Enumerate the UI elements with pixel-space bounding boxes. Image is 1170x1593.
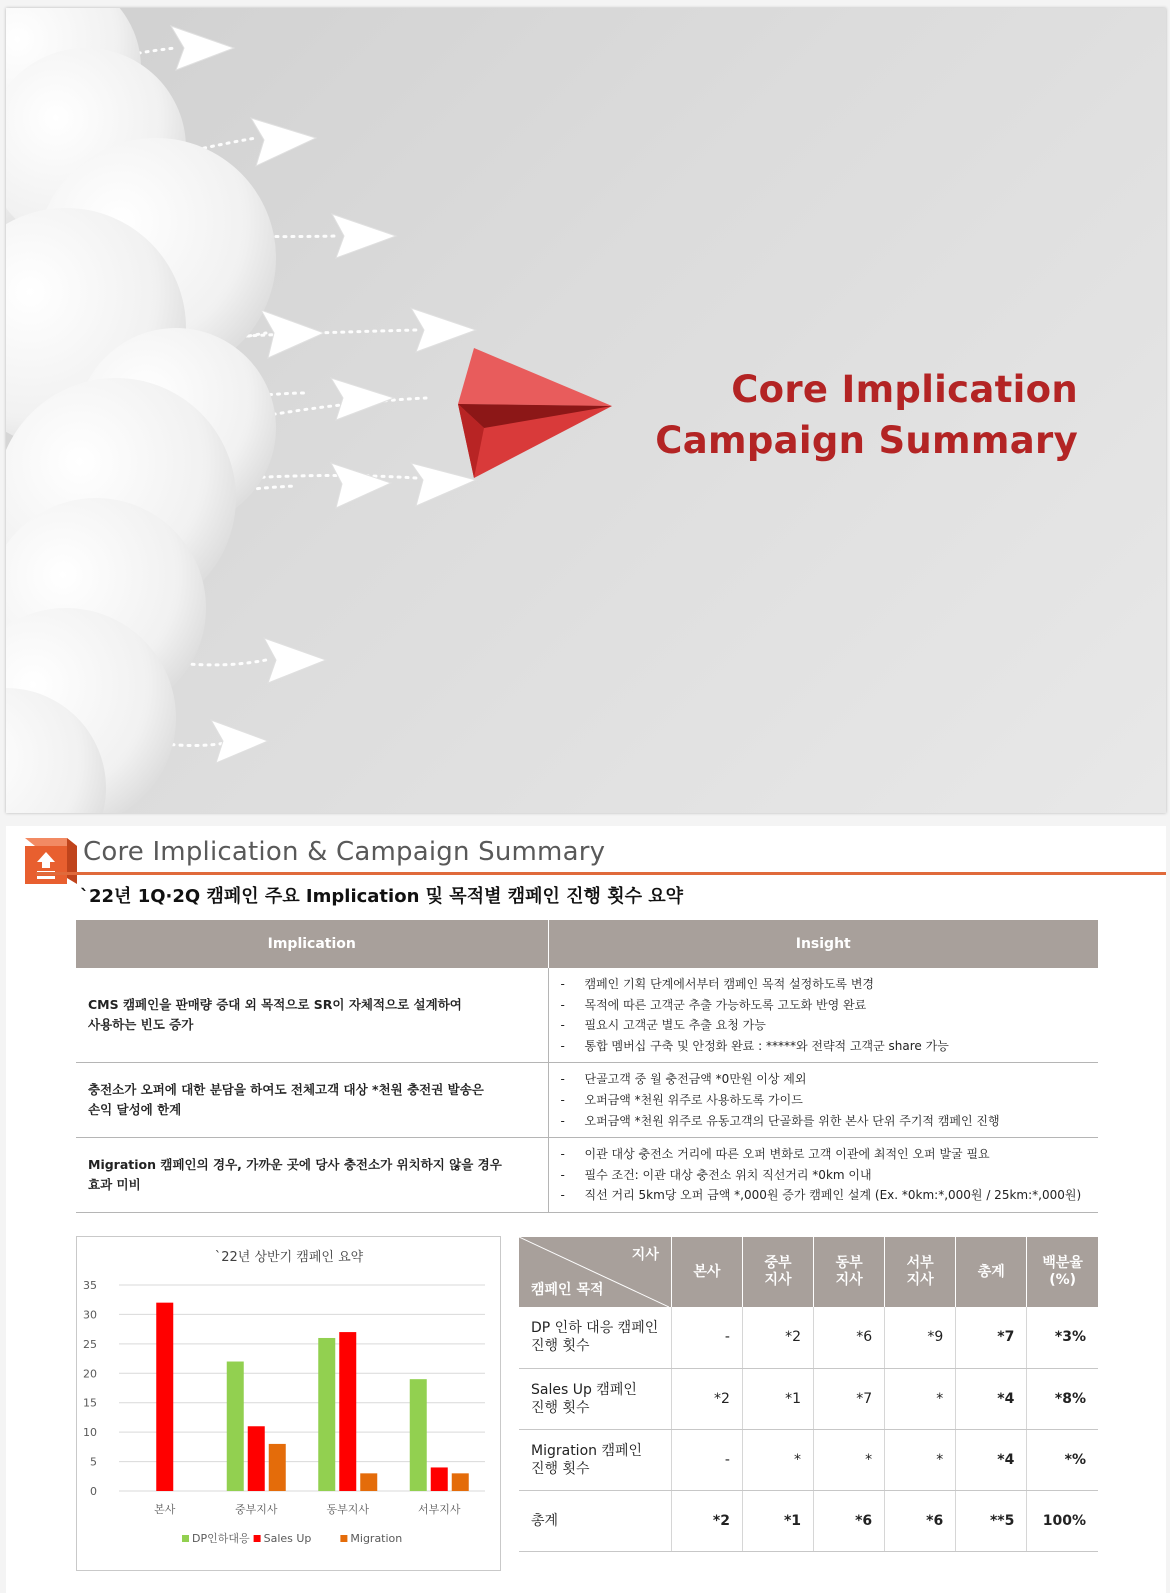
y-tick-label: 10 (83, 1426, 97, 1440)
y-tick-label: 30 (83, 1308, 97, 1322)
corner-header (519, 1237, 671, 1307)
table-cell: *4 (956, 1368, 1027, 1429)
col-implication: Implication (76, 920, 548, 968)
y-tick-label: 15 (83, 1396, 97, 1410)
insight-item: - 필요시 고객군 별도 추출 요청 가능 (560, 1018, 766, 1033)
col-header: 백분율 (%) (1027, 1237, 1098, 1307)
row-label: DP 인하 대응 캠페인 진행 횟수 (519, 1307, 671, 1368)
table-cell: *2 (671, 1490, 742, 1551)
legend-label: DP인하대응 (192, 1532, 250, 1545)
bar-migration (269, 1444, 286, 1491)
insight-item: - 필수 조건: 이관 대상 충전소 위치 직선거리 *0km 이내 (560, 1167, 872, 1182)
slide-title: Core Implication & Campaign Summary (83, 837, 606, 867)
x-tick-label: 서부지사 (417, 1503, 461, 1516)
table-cell: - (671, 1429, 742, 1490)
implication-text: 사용하는 빈도 증가 (88, 1017, 194, 1033)
row-label: Migration 캠페인 진행 횟수 (519, 1429, 671, 1490)
table-cell: *6 (885, 1490, 956, 1551)
legend-swatch (182, 1535, 189, 1542)
y-tick-label: 25 (83, 1337, 97, 1351)
campaign-summary-table (519, 1237, 1098, 1552)
insight-item: - 직선 거리 5km당 오퍼 금액 *,000원 증가 캠페인 설계 (Ex. *0km:*,000원 / 25km:*,000원) (560, 1188, 1082, 1203)
bar-migration (360, 1473, 377, 1491)
col-header: 총계 (956, 1237, 1027, 1307)
insight-item: - 오퍼금액 *천원 위주로 사용하도록 가이드 (560, 1092, 803, 1107)
cover-title (655, 364, 1078, 466)
col-header: 동부 지사 (814, 1237, 885, 1307)
insight-cell (548, 968, 1098, 1063)
table-row (76, 968, 1098, 1063)
col-header: 중부 지사 (742, 1237, 813, 1307)
row-label: 총계 (519, 1490, 671, 1551)
col-header: 본사 (671, 1237, 742, 1307)
x-tick-label: 본사 (154, 1503, 176, 1516)
bar-dp인하대응 (410, 1379, 427, 1491)
row-label: Sales Up 캠페인 진행 횟수 (519, 1368, 671, 1429)
table-row (519, 1490, 1098, 1551)
col-insight: Insight (548, 920, 1098, 968)
insight-cell (548, 1138, 1098, 1213)
corner-bottom-label: 캠페인 목적 (531, 1282, 604, 1298)
table-cell: *2 (671, 1368, 742, 1429)
bar-sales-up (248, 1426, 265, 1491)
table-cell: *8% (1027, 1368, 1098, 1429)
chart-canvas (77, 1237, 502, 1572)
bar-sales-up (339, 1332, 356, 1491)
table-cell: *9 (885, 1307, 956, 1368)
slide-subtitle: `22년 1Q·2Q 캠페인 주요 Implication 및 목적별 캠페인 진행 횟수 요약 (80, 886, 684, 907)
table-cell: *4 (956, 1429, 1027, 1490)
cover-title-line2: Campaign Summary (655, 419, 1078, 462)
table-cell: - (671, 1307, 742, 1368)
legend-label: Migration (350, 1532, 403, 1545)
implication-cell (76, 968, 548, 1063)
implication-table (76, 920, 1098, 1213)
table-row (76, 1063, 1098, 1138)
implication-text: CMS 캠페인을 판매량 증대 외 목적으로 SR이 자체적으로 설계하여 (88, 997, 462, 1013)
cover-slide (6, 8, 1166, 813)
x-tick-label: 중부지사 (234, 1503, 278, 1516)
table-cell: *2 (742, 1307, 813, 1368)
bar-dp인하대응 (318, 1338, 335, 1491)
insight-item: - 오퍼금액 *천원 위주로 유동고객의 단골화를 위한 본사 단위 주기적 캠페인 진행 (560, 1113, 1000, 1128)
corner-top-label: 지사 (631, 1247, 659, 1263)
table-row (76, 1138, 1098, 1213)
legend-swatch (254, 1535, 261, 1542)
y-tick-label: 0 (90, 1485, 97, 1498)
insight-item: - 목적에 따른 고객군 추출 가능하도록 고도화 반영 완료 (560, 997, 867, 1012)
y-tick-label: 35 (83, 1279, 97, 1292)
upload-box-icon (17, 832, 81, 890)
bar-dp인하대응 (227, 1362, 244, 1491)
cover-title-line1: Core Implication (731, 368, 1078, 411)
implication-text: 충전소가 오퍼에 대한 분담을 하여도 전체고객 대상 *천원 충전권 발송은 (88, 1082, 484, 1098)
table-cell: *% (1027, 1429, 1098, 1490)
insight-item: - 캠페인 기획 단계에서부터 캠페인 목적 설정하도록 변경 (560, 977, 875, 991)
col-header: 서부 지사 (885, 1237, 956, 1307)
table-cell: * (814, 1429, 885, 1490)
campaign-bar-chart (76, 1236, 501, 1571)
table-cell: * (885, 1429, 956, 1490)
table-cell: *1 (742, 1368, 813, 1429)
table-cell: * (742, 1429, 813, 1490)
implication-text: 효과 미비 (88, 1177, 141, 1193)
table-cell: *1 (742, 1490, 813, 1551)
legend-swatch (340, 1535, 347, 1542)
table-row (519, 1368, 1098, 1429)
table-cell: *7 (814, 1368, 885, 1429)
table-row (519, 1307, 1098, 1368)
table-cell: * (885, 1368, 956, 1429)
legend-label: Sales Up (263, 1532, 312, 1545)
table-cell: **5 (956, 1490, 1027, 1551)
table-cell: *6 (814, 1307, 885, 1368)
bar-sales-up (156, 1303, 173, 1491)
chart-title: `22년 상반기 캠페인 요약 (214, 1250, 364, 1265)
implication-text: Migration 캠페인의 경우, 가까운 곳에 당사 충전소가 위치하지 않을 경우 (88, 1157, 502, 1173)
table-cell: *7 (956, 1307, 1027, 1368)
table-cell: 100% (1027, 1490, 1098, 1551)
red-paper-plane-icon (458, 348, 612, 478)
summary-slide (6, 826, 1166, 1593)
table-cell: *6 (814, 1490, 885, 1551)
bar-migration (452, 1473, 469, 1491)
x-tick-label: 동부지사 (326, 1503, 370, 1516)
y-tick-label: 5 (90, 1455, 97, 1469)
insight-item: - 이관 대상 충전소 거리에 따른 오퍼 변화로 고객 이관에 최적인 오퍼 발굴 필요 (560, 1147, 990, 1162)
insight-cell (548, 1063, 1098, 1138)
table-cell: *3% (1027, 1307, 1098, 1368)
y-tick-label: 20 (83, 1367, 97, 1381)
insight-item: - 단골고객 중 월 충전금액 *0만원 이상 제외 (560, 1072, 807, 1087)
table-row (519, 1429, 1098, 1490)
bar-sales-up (431, 1467, 448, 1491)
implication-cell (76, 1063, 548, 1138)
insight-item: - 통합 멤버십 구축 및 안정화 완료 : *****와 전략적 고객군 share 가능 (560, 1038, 949, 1053)
implication-cell (76, 1138, 548, 1213)
implication-text: 손익 달성에 한계 (88, 1102, 182, 1118)
title-underline (36, 872, 1166, 875)
